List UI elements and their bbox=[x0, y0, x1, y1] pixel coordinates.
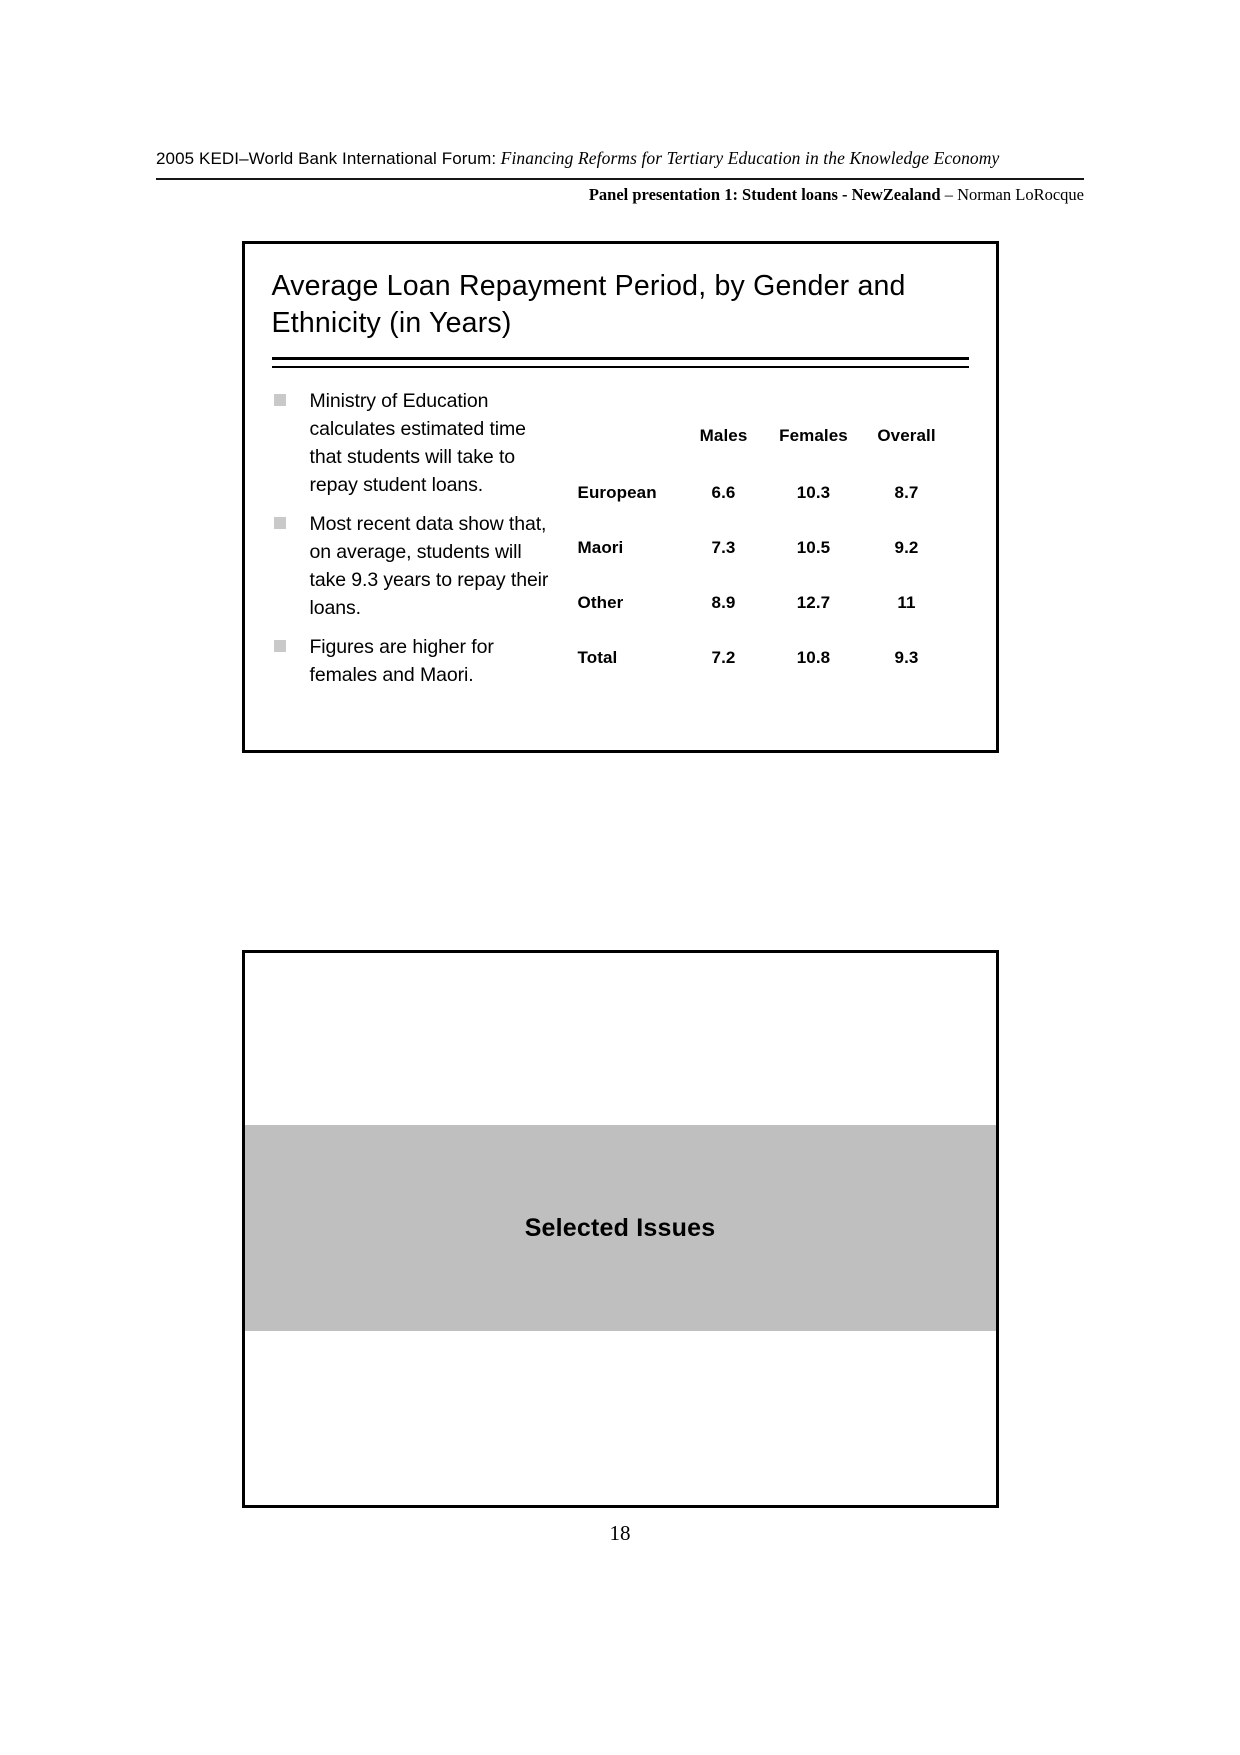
bullet-item bbox=[272, 510, 578, 622]
bullet-text: Ministry of Education calculates estimated time that students will take to repay student loans. bbox=[309, 390, 526, 496]
header-rule bbox=[156, 178, 1084, 180]
repayment-table bbox=[578, 407, 969, 700]
table-cell-value: 12.7 bbox=[796, 592, 831, 612]
page-header bbox=[156, 0, 1084, 205]
table-cell-value: 8.9 bbox=[711, 592, 736, 612]
slide-box-selected-issues bbox=[242, 950, 999, 1508]
bullet-item bbox=[272, 633, 578, 689]
table-cell-value: 8.7 bbox=[894, 482, 919, 502]
table-header-females: Females bbox=[779, 426, 848, 445]
bullet-text: Figures are higher for females and Maori. bbox=[309, 636, 494, 686]
panel-presentation-title: Panel presentation 1: Student loans - NewZealand bbox=[588, 185, 941, 204]
table-row-label: Total bbox=[577, 647, 618, 667]
title-double-rule bbox=[272, 357, 969, 368]
title-band bbox=[245, 1125, 996, 1331]
forum-title-italic: Financing Reforms for Tertiary Education in the Knowledge Economy bbox=[496, 148, 1000, 168]
slide-title: Average Loan Repayment Period, by Gender and Ethnicity (in Years) bbox=[271, 270, 906, 339]
panel-author: – Norman LoRocque bbox=[944, 185, 1084, 204]
page-number: 18 bbox=[609, 1521, 631, 1545]
table-row-label: Maori bbox=[577, 537, 624, 557]
table-cell-value: 10.3 bbox=[796, 482, 831, 502]
bullet-square-icon bbox=[274, 394, 286, 406]
table-cell-value: 10.5 bbox=[796, 537, 831, 557]
table-cell-value: 9.2 bbox=[894, 537, 919, 557]
bullet-square-icon bbox=[274, 517, 286, 529]
slide1-content bbox=[272, 387, 969, 700]
bullet-text: Most recent data show that, on average, students will take 9.3 years to repay their loans. bbox=[309, 513, 549, 619]
slide1-inner bbox=[245, 244, 996, 700]
table-cell-value: 6.6 bbox=[711, 482, 736, 502]
forum-title: 2005 KEDI–World Bank International Forum: bbox=[156, 149, 497, 168]
table-row-label: European bbox=[577, 482, 657, 502]
table-row-label: Other bbox=[577, 592, 624, 612]
slide-box-repayment bbox=[242, 241, 999, 753]
table-cell-value: 11 bbox=[897, 592, 916, 612]
slide2-title: Selected Issues bbox=[524, 1213, 716, 1242]
table-cell-value: 7.2 bbox=[711, 647, 736, 667]
table-header-males: Males bbox=[699, 426, 748, 445]
table-cell-value: 10.8 bbox=[796, 647, 831, 667]
table-cell-value: 9.3 bbox=[894, 647, 919, 667]
forum-title-line bbox=[156, 148, 1084, 169]
bullet-item bbox=[272, 387, 578, 499]
table-cell-value: 7.3 bbox=[711, 537, 736, 557]
panel-presentation-line bbox=[156, 185, 1084, 205]
table-header-overall: Overall bbox=[877, 426, 936, 445]
bullet-list bbox=[272, 387, 578, 700]
bullet-square-icon bbox=[274, 640, 286, 652]
